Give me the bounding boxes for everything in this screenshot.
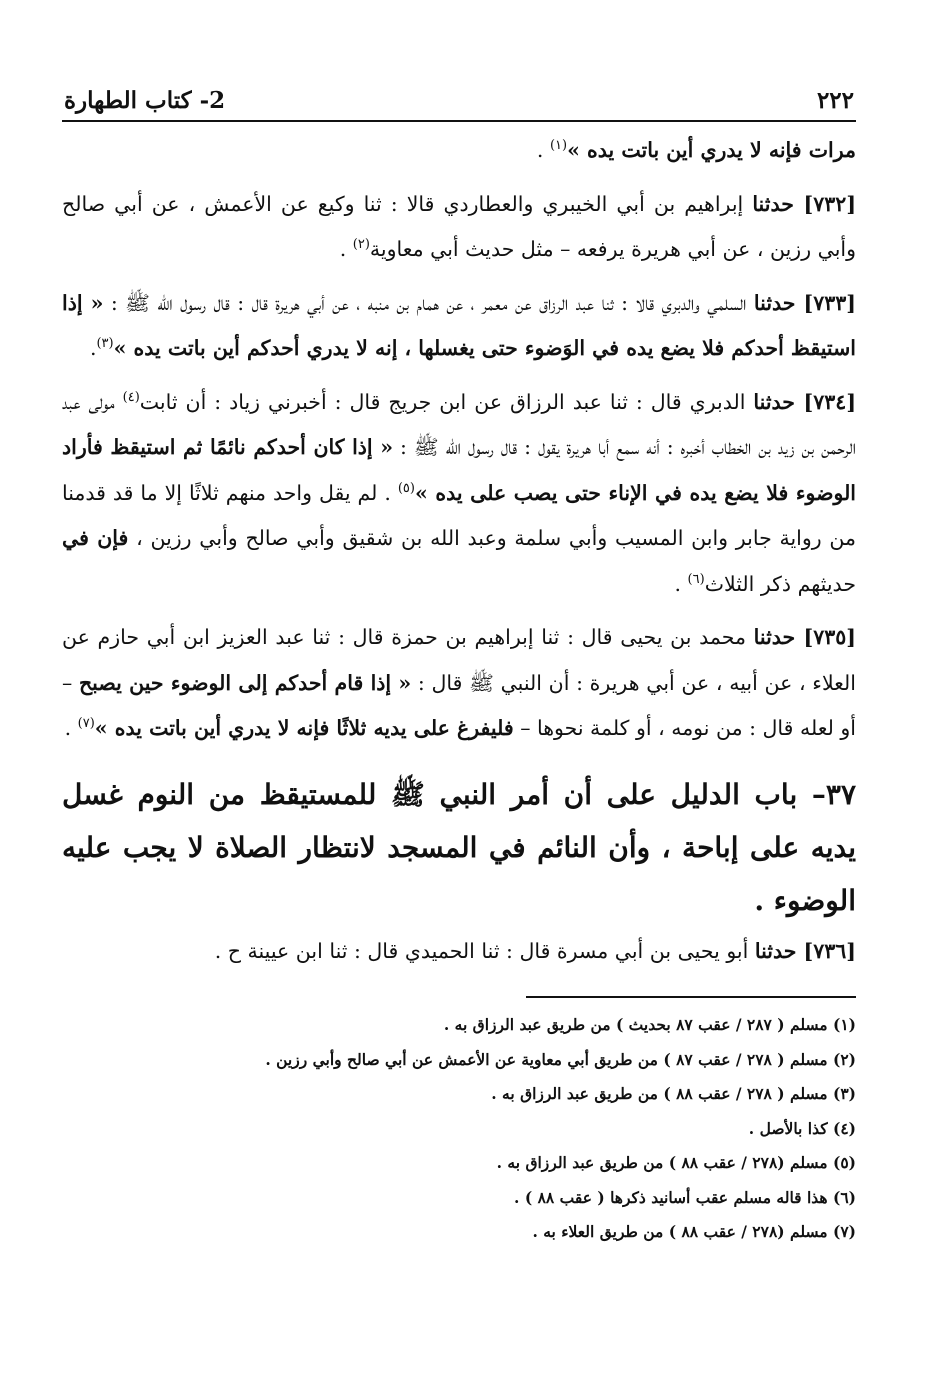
footnote-7: (٧) مسلم (٢٧٨ / عقب ٨٨ ) من طريق العلاء به . <box>532 1222 856 1241</box>
footnote-divider <box>526 996 856 998</box>
book-title: 2- كتاب الطهارة <box>64 87 226 114</box>
text: . <box>64 716 78 740</box>
footnote-ref: (٦) <box>687 571 705 587</box>
book-page <box>62 70 856 1350</box>
hadith-734 <box>62 380 856 608</box>
page-header <box>62 70 856 122</box>
text-bold: حدثنا <box>754 938 797 963</box>
matn-text: « إذا كان أحدكم نائمًا ثم استيقظ فأراد الوضوء فلا يضع يده في الإناء حتى يصب على يده » <box>62 435 857 505</box>
footnote-ref: (١) <box>549 138 568 154</box>
text: . <box>339 237 353 261</box>
text-bold: حدثنا <box>753 625 796 649</box>
commentary-text: حديثهم ذكر الثلاث <box>704 571 856 596</box>
isnad-text: أبو يحيى بن أبي مسرة قال : ثنا الحميدي قال : ثنا ابن عيينة ح . <box>214 938 755 963</box>
page-number: ٢٢٢ <box>816 87 854 114</box>
footnote-ref: (٥) <box>397 480 415 496</box>
text-bold: حدثنا <box>753 290 796 315</box>
hadith-733 <box>62 281 856 372</box>
page-body <box>62 128 856 974</box>
hadith-number: [٧٣٤] <box>794 389 857 414</box>
text: . <box>674 571 688 596</box>
footnote-ref: (٢) <box>352 237 370 253</box>
text-bold: حدثنا <box>752 191 794 216</box>
footnote-2: (٢) مسلم ( ٢٧٨ / عقب ٨٧ ) من طريق أبي معاوية عن الأعمش عن أبي صالح وأبي رزين . <box>265 1049 856 1069</box>
hadith-text-bold: مرات فإنه لا يدري أين باتت يده » <box>567 138 856 162</box>
footnotes <box>62 1008 856 1250</box>
text-bold: حدثنا <box>753 389 795 414</box>
hadith-732 <box>62 182 856 273</box>
matn-text: « إذا استيقظ أحدكم فلا يضع يده في الوَضوء حتى يغسلها ، إنه لا يدري أحدكم أين باتت يده » <box>62 290 856 360</box>
footnote-ref: (٣) <box>96 336 114 352</box>
footnote-4: (٤) كذا بالأصل . <box>748 1118 856 1138</box>
hadith-number: [٧٣٣] <box>795 290 856 315</box>
hadith-number: [٧٣٥] <box>795 625 856 649</box>
matn-text: « إذا قام أحدكم إلى الوضوء حين يصبح <box>78 670 412 695</box>
text-bold: فإن في <box>62 526 129 550</box>
isnad-text: السلمي والدبري قالا : ثنا عبد الرزاق عن معمر ، عن همام بن منبه ، عن أبي هريرة قال : قال رسول الله ﷺ : <box>103 290 754 315</box>
footnote-ref: (٤) <box>122 389 140 405</box>
chapter-heading: ٣٧– باب الدليل على أن أمر النبي ﷺ للمستيقظ من النوم غسل يديه على إباحة ، وأن النائم في المسجد لانتظار الصلاة لا يجب عليه الوضوء . <box>62 777 856 917</box>
hadith-number: [٧٣٢] <box>793 191 857 216</box>
isnad-text: الدبري قال : ثنا عبد الرزاق عن ابن جريج قال : أخبرني زياد : أن ثابت <box>139 389 754 414</box>
footnote-3: (٣) مسلم ( ٢٧٨ / عقب ٨٨ ) من طريق عبد الرزاق به . <box>491 1084 856 1103</box>
text: . <box>89 336 97 360</box>
text: . <box>536 138 550 162</box>
isnad-text: محمد بن يحيى قال : ثنا إبراهيم بن حمزة قال : ثنا عبد العزيز ابن أبي حازم عن العلاء ، عن أبيه ، عن أبي هريرة : أن النبي ﷺ قال : <box>62 625 857 695</box>
matn-text: فليفرغ على يديه ثلاثًا فإنه لا يدري أين باتت يده » <box>94 716 514 740</box>
hadith-735 <box>62 615 856 752</box>
continuation-paragraph <box>62 128 856 174</box>
hadith-736 <box>62 929 856 975</box>
footnote-1: (١) مسلم ( ٢٨٧ / عقب ٨٧ بحديث ) من طريق عبد الرزاق به . <box>443 1015 856 1034</box>
isnad-text: مولى عبد الرحمن بن زيد بن الخطاب أخبره : أنه سمع أبا هريرة يقول : قال رسول الله ﷺ : <box>62 389 856 459</box>
isnad-text: – أو لعله قال : من نومه ، أو كلمة نحوها – <box>62 670 856 740</box>
footnote-6: (٦) هذا قاله مسلم عقب أسانيد ذكرها ( عقب ٨٨ ) . <box>514 1187 856 1207</box>
commentary-text: . لم يقل واحد منهم ثلاثًا إلا ما قد قدمنا من رواية جابر وابن المسيب وأبي سلمة وعبد الله بن شقيق وأبي صالح وأبي رزين ، <box>62 480 857 550</box>
isnad-text: إبراهيم بن أبي الخيبري والعطاردي قالا : ثنا وكيع عن الأعمش ، عن أبي صالح وأبي رزين ، عن أبي هريرة يرفعه – مثل حديث أبي معاوية <box>62 191 856 261</box>
footnote-ref: (٧) <box>77 716 95 732</box>
footnote-5: (٥) مسلم (٢٧٨ / عقب ٨٨ ) من طريق عبد الرزاق به . <box>496 1153 856 1172</box>
hadith-number: [٧٣٦] <box>796 938 856 963</box>
